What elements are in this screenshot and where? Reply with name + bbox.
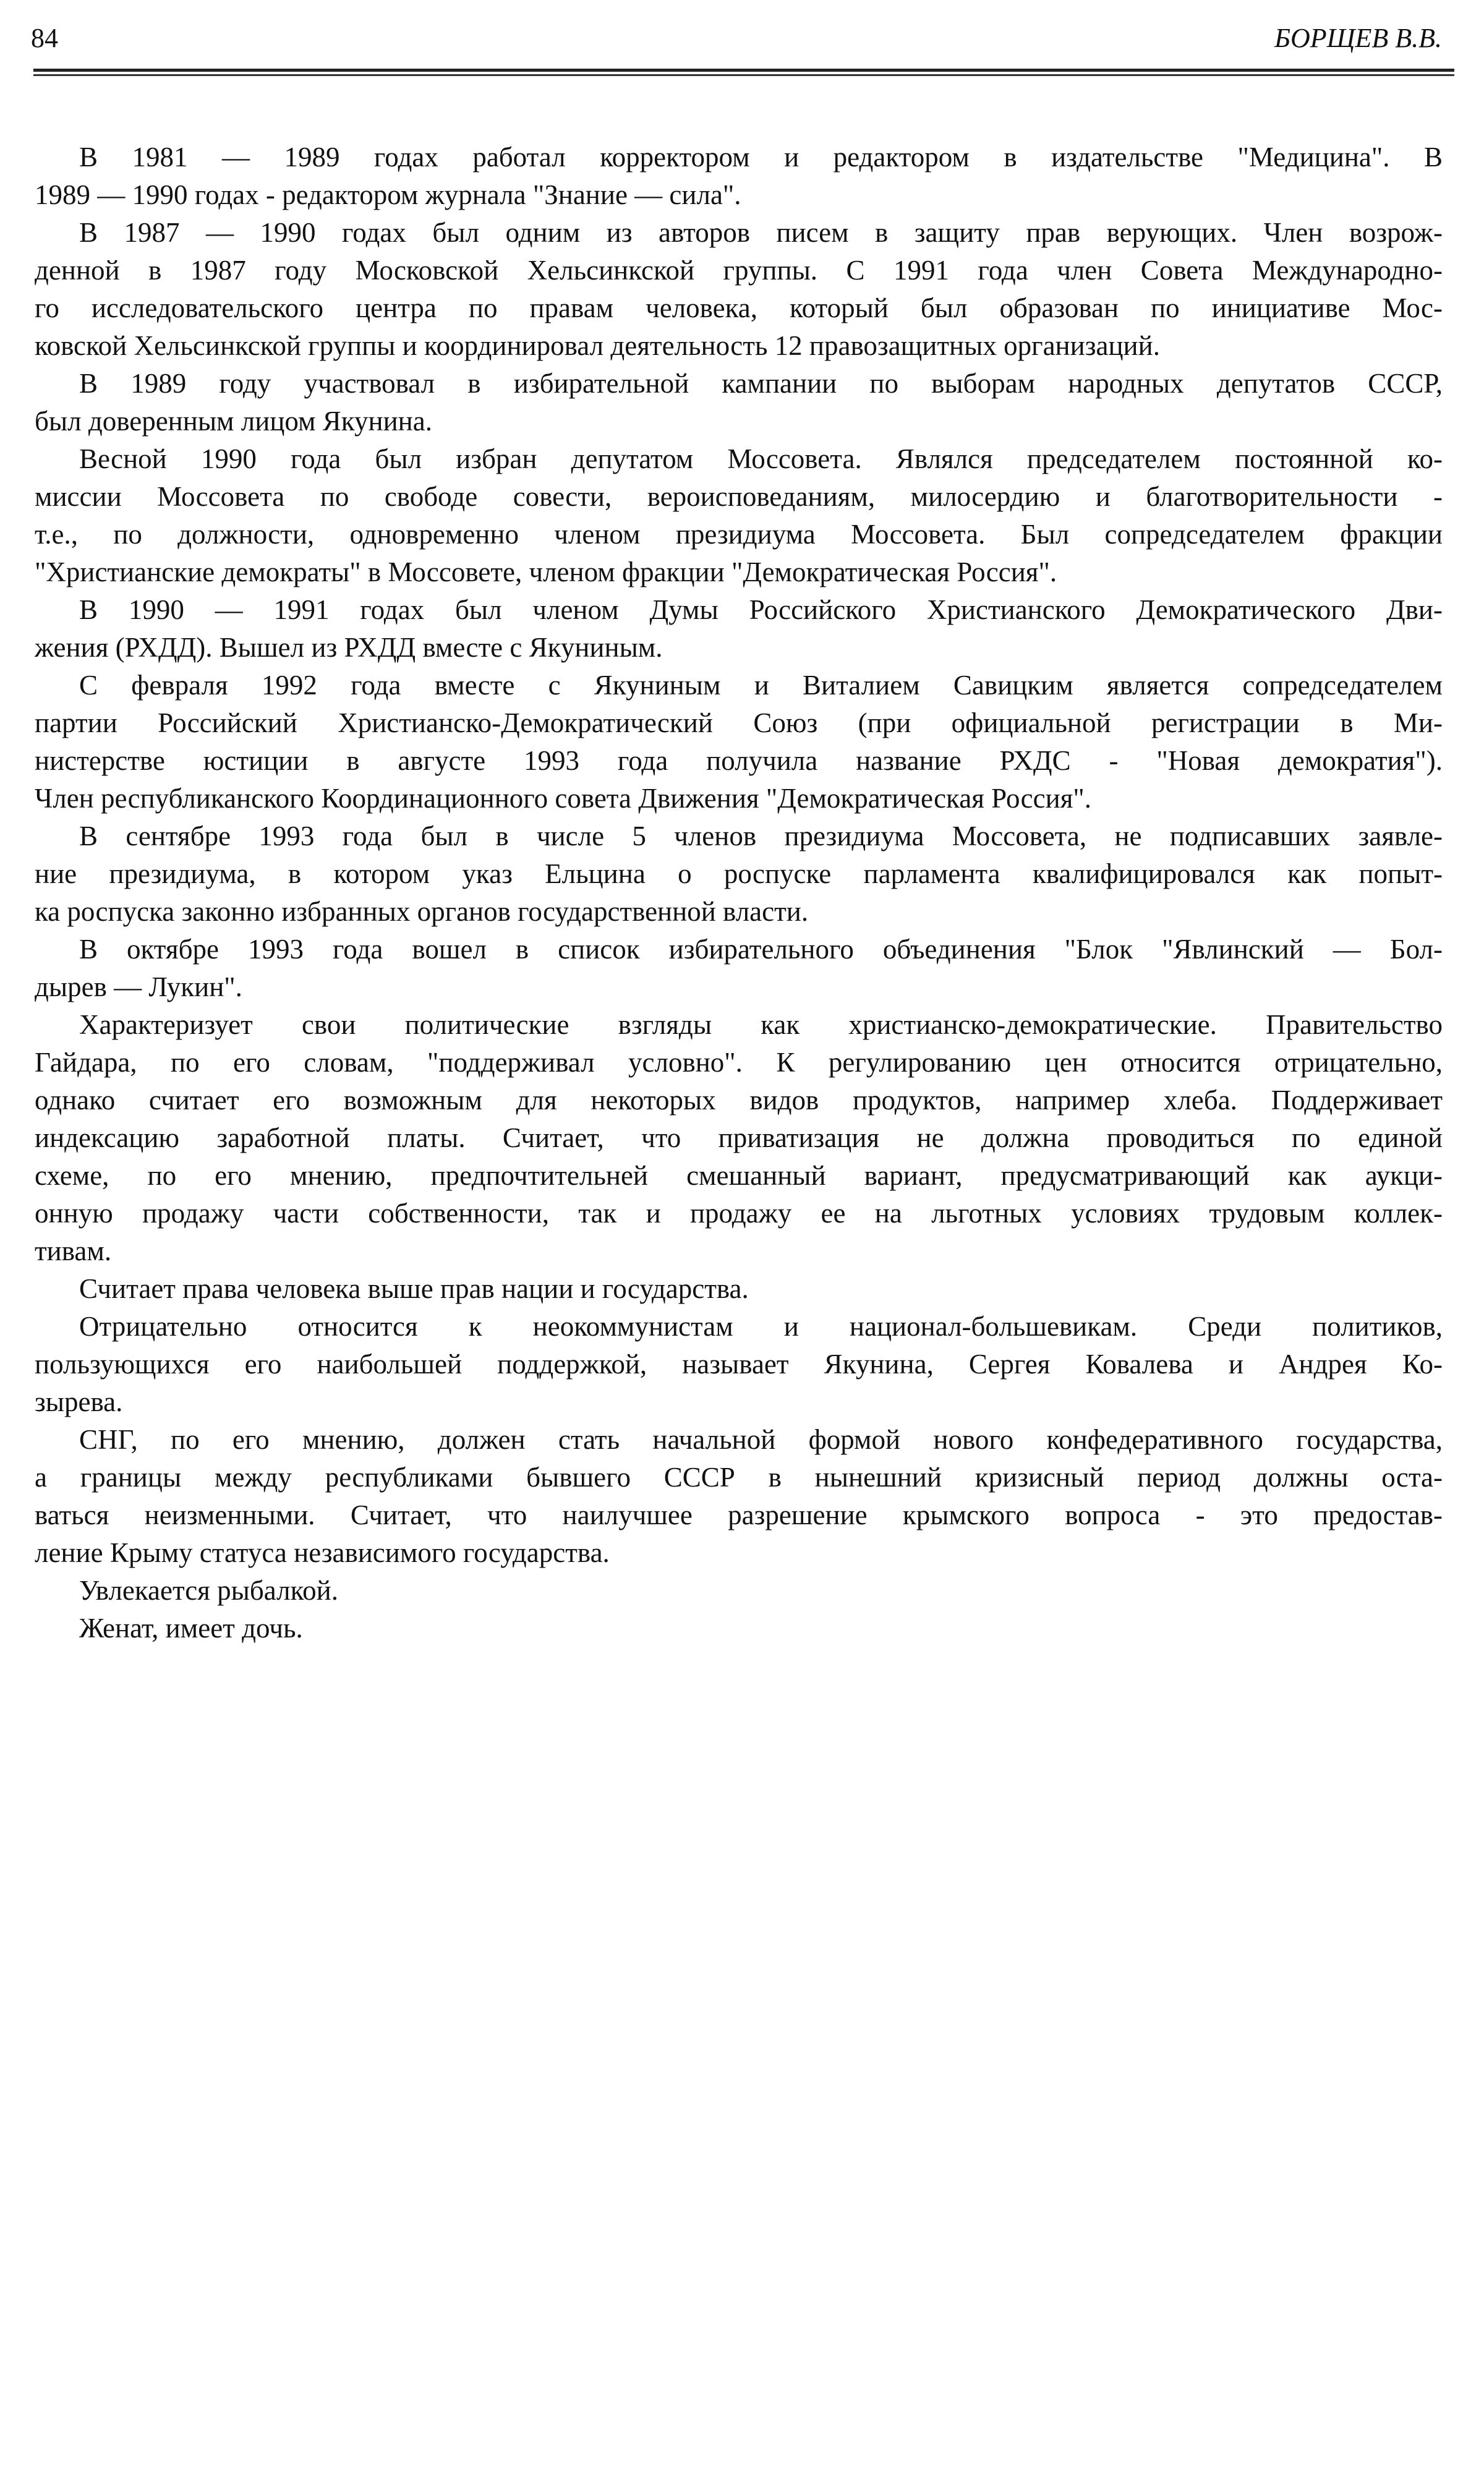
text-line: тивам.	[35, 1235, 112, 1266]
paragraph	[35, 1421, 1443, 1572]
paragraph	[35, 817, 1443, 931]
paragraph	[35, 1006, 1443, 1270]
text-line: ваться неизменными. Считает, что наилучшее разрешение крымского вопроса - это предостав-	[35, 1500, 1443, 1530]
paragraph	[35, 591, 1443, 667]
text-line: а границы между республиками бывшего СССР в нынешний кризисный период должны оста-	[35, 1462, 1443, 1493]
text-line: В октябре 1993 года вошел в список избирательного объединения "Блок "Явлинский — Бол-	[79, 934, 1443, 965]
text-line: онную продажу части собственности, так и продажу ее на льготных условиях трудовым коллек-	[35, 1198, 1443, 1229]
text-line: Характеризует свои политические взгляды как христианско-демократические. Правительство	[79, 1009, 1443, 1040]
text-line: В сентябре 1993 года был в числе 5 членов президиума Моссовета, не подписавших заявле-	[79, 821, 1443, 851]
text-line: однако считает его возможным для некоторых видов продуктов, например хлеба. Поддерживает	[35, 1085, 1443, 1116]
paragraph	[35, 1308, 1443, 1421]
text-line: дырев — Лукин".	[35, 971, 242, 1002]
text-line: схеме, по его мнению, предпочтительней смешанный вариант, предусматривающий как аукци-	[35, 1160, 1443, 1191]
paragraph	[35, 1572, 1443, 1610]
text-line: т.е., по должности, одновременно членом президиума Моссовета. Был сопредседателем фракции	[35, 519, 1443, 550]
text-line: пользующихся его наибольшей поддержкой, называет Якунина, Сергея Ковалева и Андрея Ко-	[35, 1349, 1443, 1380]
text-line: Гайдара, по его словам, "поддерживал условно". К регулированию цен относится отрицательно,	[35, 1047, 1443, 1078]
body-text	[35, 139, 1443, 1647]
text-line: ние президиума, в котором указ Ельцина о роспуске парламента квалифицировался как попыт-	[35, 858, 1443, 889]
text-line: В 1981 — 1989 годах работал корректором и редактором в издательстве "Медицина". В	[79, 142, 1443, 173]
running-title: БОРЩЕВ В.В.	[1274, 23, 1442, 53]
text-line: миссии Моссовета по свободе совести, вероисповеданиям, милосердию и благотворительности -	[35, 481, 1443, 512]
text-line: ка роспуска законно избранных органов государственной власти.	[35, 896, 809, 927]
page-number: 84	[31, 23, 58, 53]
text-line: СНГ, по его мнению, должен стать начальной формой нового конфедеративного государства,	[79, 1424, 1443, 1455]
text-line: Отрицательно относится к неокоммунистам и национал-большевикам. Среди политиков,	[79, 1311, 1443, 1342]
text-line: Член республиканского Координационного совета Движения "Демократическая Россия".	[35, 783, 1092, 814]
text-line: В 1987 — 1990 годах был одним из авторов писем в защиту прав верующих. Член возрож-	[79, 217, 1443, 248]
header-rule-thin	[33, 74, 1454, 76]
text-line: "Христианские демократы" в Моссовете, членом фракции "Демократическая Россия".	[35, 557, 1057, 587]
paragraph	[35, 214, 1443, 365]
text-line: В 1990 — 1991 годах был членом Думы Российского Христианского Демократического Дви-	[79, 594, 1443, 625]
text-line: ковской Хельсинкской группы и координировал деятельность 12 правозащитных организаций.	[35, 330, 1160, 361]
header-rule-thick	[33, 69, 1454, 72]
text-line: 1989 — 1990 годах - редактором журнала "Знание — сила".	[35, 179, 741, 210]
text-line: жения (РХДД). Вышел из РХДД вместе с Якуниным.	[35, 632, 663, 663]
text-line: С февраля 1992 года вместе с Якуниным и Виталием Савицким является сопредседателем	[79, 670, 1443, 701]
paragraph	[35, 931, 1443, 1006]
text-line: го исследовательского центра по правам человека, который был образован по инициативе Мос-	[35, 292, 1443, 323]
text-line: ление Крыму статуса независимого государства.	[35, 1537, 610, 1568]
text-line: В 1989 году участвовал в избирательной кампании по выборам народных депутатов СССР,	[79, 368, 1443, 399]
paragraph	[35, 667, 1443, 817]
paragraph	[35, 1270, 1443, 1308]
text-line: денной в 1987 году Московской Хельсинкской группы. С 1991 года член Совета Международно-	[35, 255, 1443, 286]
paragraph	[35, 1610, 1443, 1647]
text-line: партии Российский Христианско-Демократический Союз (при официальной регистрации в Ми-	[35, 707, 1443, 738]
text-line: Весной 1990 года был избран депутатом Моссовета. Являлся председателем постоянной ко-	[79, 443, 1443, 474]
text-line: индексацию заработной платы. Считает, что приватизация не должна проводиться по единой	[35, 1122, 1443, 1153]
text-line: Женат, имеет дочь.	[79, 1613, 303, 1644]
text-line: был доверенным лицом Якунина.	[35, 406, 432, 437]
paragraph	[35, 365, 1443, 440]
paragraph	[35, 139, 1443, 214]
text-line: Считает права человека выше прав нации и государства.	[79, 1273, 749, 1304]
text-line: Увлекается рыбалкой.	[79, 1575, 338, 1606]
text-line: нистерстве юстиции в августе 1993 года получила название РХДС - "Новая демократия").	[35, 745, 1443, 776]
paragraph	[35, 440, 1443, 591]
text-line: зырева.	[35, 1386, 123, 1417]
